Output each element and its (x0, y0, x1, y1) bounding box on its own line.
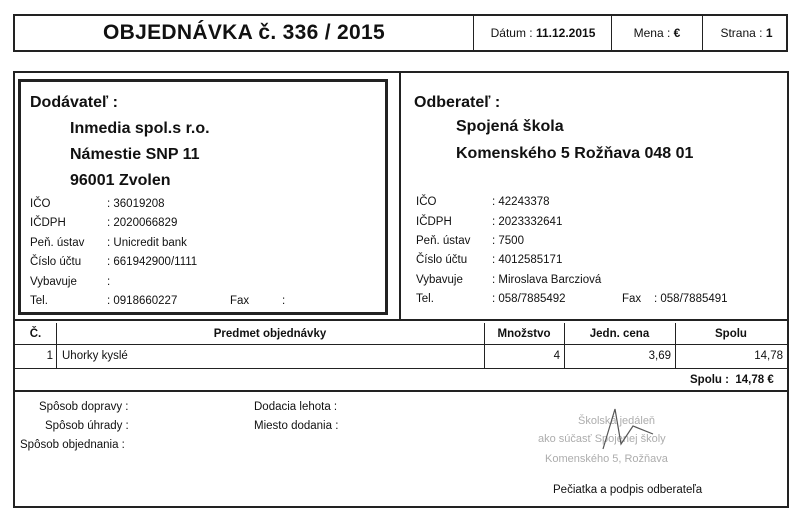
parties-divider (399, 71, 401, 321)
payment-label: Spôsob úhrady : (45, 420, 129, 432)
sum-label: Spolu : (690, 374, 729, 386)
customer-ico-value: : 42243378 (492, 196, 550, 208)
customer-bank-value: : 7500 (492, 235, 524, 247)
supplier-name: Inmedia spol.s r.o. (70, 120, 210, 137)
date-label: Dátum : (490, 26, 533, 40)
signature-label: Pečiatka a podpis odberateľa (553, 484, 703, 496)
col-no-header: Č. (29, 328, 42, 340)
supplier-fax-label: Fax (230, 295, 250, 307)
date-value: 11.12.2015 (535, 26, 596, 40)
svg-text:Komenského 5, Rožňava: Komenského 5, Rožňava (545, 453, 668, 465)
row-qty: 4 (553, 350, 560, 362)
supplier-bank-value: : Unicredit bank (107, 237, 187, 249)
supplier-ico-label: IČO (30, 198, 51, 210)
supplier-street: Námestie SNP 11 (70, 146, 200, 163)
supplier-ico-value: : 36019208 (107, 198, 165, 210)
supplier-fax-value: : (282, 295, 286, 307)
transport-label: Spôsob dopravy : (39, 401, 129, 413)
row-item: Uhorky kyslé (62, 350, 128, 362)
customer-account-value: : 4012585171 (492, 254, 563, 266)
col-price-header: Jedn. cena (589, 328, 650, 340)
customer-icdph-value: : 2023332641 (492, 216, 563, 228)
customer-name: Spojená škola (456, 118, 564, 135)
school-stamp (503, 404, 763, 474)
supplier-tel-value: : 0918660227 (107, 295, 178, 307)
row-total: 14,78 (754, 350, 783, 362)
row-no: 1 (46, 350, 53, 362)
supplier-account-value: : 661942900/1111 (107, 256, 198, 268)
supplier-handler-value: : (107, 276, 111, 288)
customer-title: Odberateľ : (414, 94, 501, 111)
order-method-label: Spôsob objednania : (20, 439, 125, 451)
date-cell (475, 16, 611, 50)
supplier-icdph-label: IČDPH (30, 217, 66, 229)
sum-row (690, 374, 774, 386)
customer-icdph-label: IČDPH (416, 216, 452, 228)
col-total-header: Spolu (715, 328, 747, 340)
customer-address: Komenského 5 Rožňava 048 01 (456, 145, 694, 162)
order-title: OBJEDNÁVKA č. 336 / 2015 (103, 21, 385, 44)
currency-cell (612, 16, 702, 50)
page-cell (703, 16, 790, 50)
col-item-header: Predmet objednávky (213, 328, 327, 340)
order-header (13, 14, 788, 52)
svg-text:Školská jedáleň: Školská jedáleň (578, 415, 656, 427)
supplier-icdph-value: : 2020066829 (107, 217, 178, 229)
supplier-tel-label: Tel. (30, 295, 48, 307)
customer-handler-label: Vybavuje (416, 274, 463, 286)
customer-fax-value: : 058/7885491 (654, 293, 728, 305)
supplier-city: 96001 Zvolen (70, 172, 171, 189)
customer-handler-value: : Miroslava Barcziová (492, 274, 602, 286)
currency-value: € (673, 26, 681, 40)
row-unit-price: 3,69 (648, 350, 671, 362)
svg-text:ako súčasť Spojenej školy: ako súčasť Spojenej školy (538, 433, 666, 445)
page-value: 1 (765, 26, 773, 40)
delivery-term-label: Dodacia lehota : (254, 401, 338, 413)
customer-fax-label: Fax (622, 293, 642, 305)
customer-tel-label: Tel. (416, 293, 434, 305)
delivery-place-label: Miesto dodania : (254, 420, 339, 432)
customer-bank-label: Peň. ústav (416, 235, 471, 247)
currency-label: Mena : (633, 26, 671, 40)
supplier-bank-label: Peň. ústav (30, 237, 85, 249)
col-qty-header: Množstvo (497, 328, 551, 340)
sum-value: 14,78 € (735, 374, 774, 386)
customer-tel-value: : 058/7885492 (492, 293, 566, 305)
supplier-title: Dodávateľ : (30, 94, 118, 111)
customer-account-label: Číslo účtu (416, 254, 468, 266)
supplier-handler-label: Vybavuje (30, 276, 77, 288)
supplier-account-label: Číslo účtu (30, 256, 82, 268)
customer-ico-label: IČO (416, 196, 437, 208)
page-label: Strana : (720, 26, 763, 40)
header-divider (473, 16, 474, 50)
header-row-divider (15, 344, 787, 345)
item-row-divider (15, 368, 787, 369)
stamp-graphic (503, 404, 763, 474)
